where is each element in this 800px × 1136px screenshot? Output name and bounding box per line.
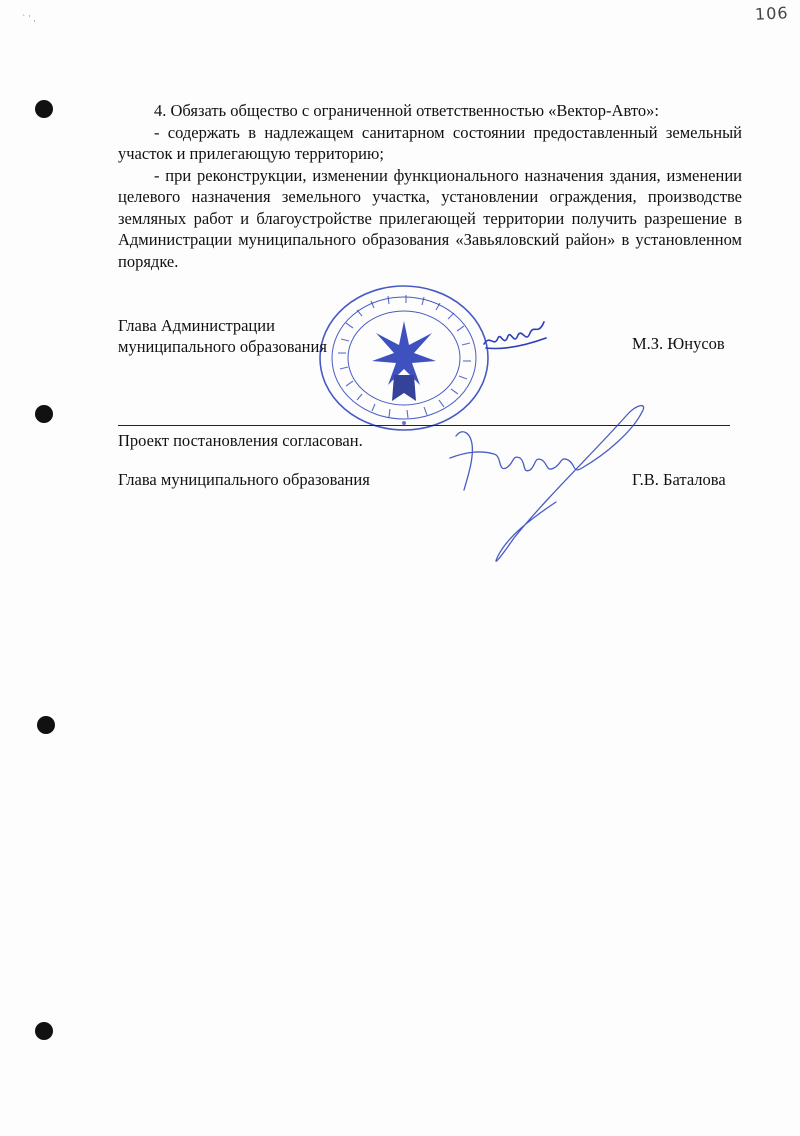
signature-unusov	[480, 318, 550, 360]
punch-hole-icon	[35, 405, 53, 423]
punch-hole-icon	[37, 716, 55, 734]
approver-name: Г.В. Баталова	[632, 470, 726, 489]
head-title-line2: муниципального образования	[118, 337, 327, 356]
signature-batalova	[436, 398, 656, 568]
head-name: М.З. Юнусов	[632, 334, 725, 353]
approver-title: Глава муниципального образования	[118, 470, 370, 489]
punch-hole-icon	[35, 1022, 53, 1040]
clause-4: 4. Обязать общество с ограниченной ответственностью «Вектор-Авто»:	[154, 101, 659, 120]
head-title	[118, 315, 358, 357]
punch-hole-icon	[35, 100, 53, 118]
resolution-body	[118, 100, 742, 272]
scan-artifact: ` ' ,	[22, 14, 36, 23]
page-number: 106	[754, 3, 790, 24]
clause-4-item-reconstruction: - при реконструкции, изменении функционального назначения здания, изменении целевого назначения земельного участка, установлении ограждения, производстве земляных работ и благоустройстве прилегающей территории получить разрешение в Администрации муниципального образования «Завьяловский район» в установленном порядке.	[118, 165, 742, 271]
approval-note: Проект постановления согласован.	[118, 431, 363, 450]
clause-4-item-sanitary: - содержать в надлежащем санитарном состоянии предоставленный земельный участок и прилегающую территорию;	[118, 122, 742, 163]
star-emblem-icon	[372, 321, 436, 401]
head-title-line1: Глава Администрации	[118, 316, 275, 335]
